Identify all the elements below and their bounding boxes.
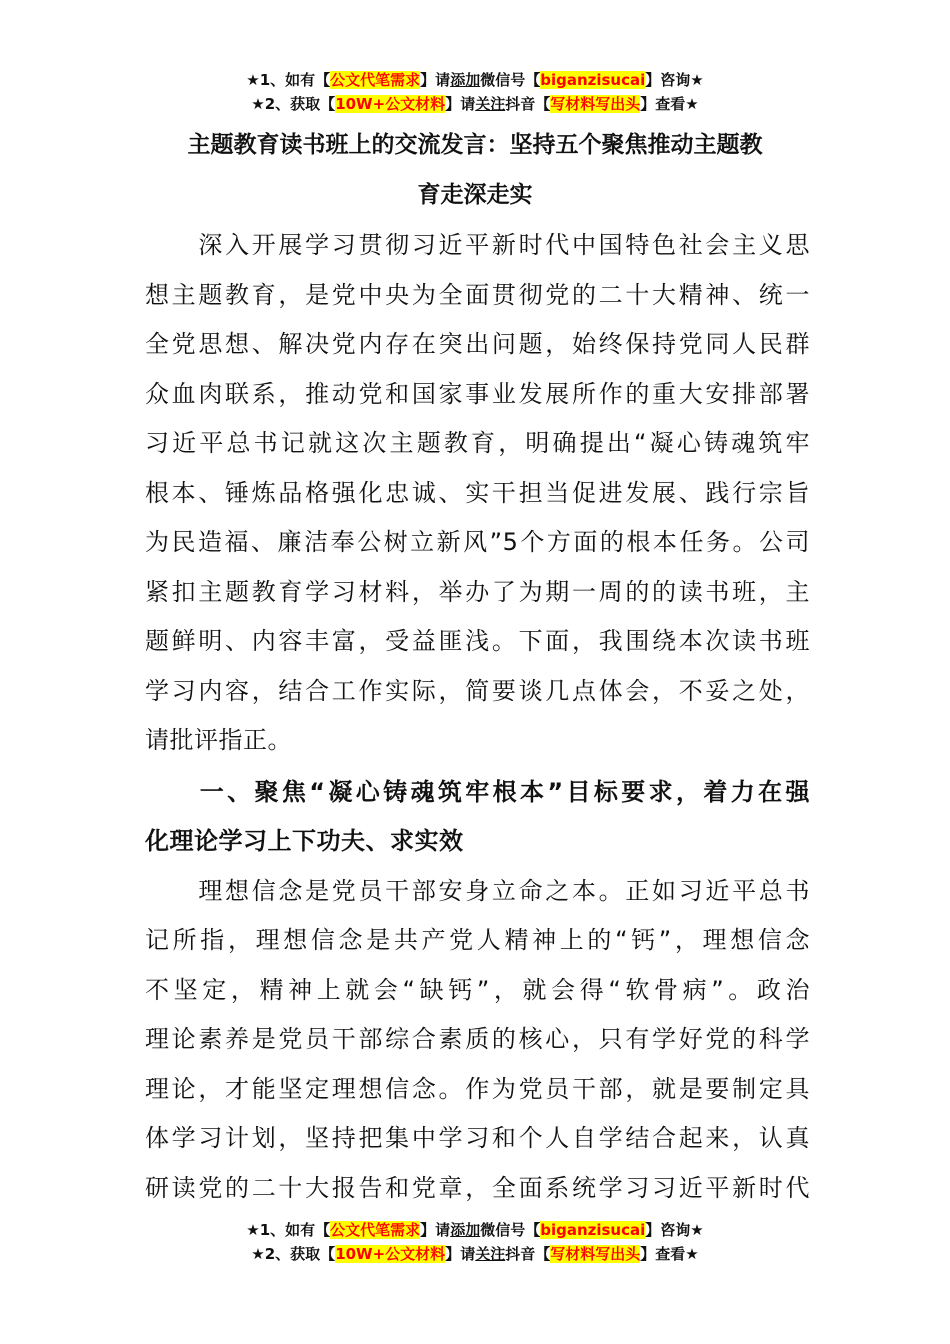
promo-text: 】请 bbox=[420, 71, 451, 89]
promo-line-1 bbox=[0, 68, 950, 92]
promo-highlight: 10W+公文材料 bbox=[335, 1245, 446, 1263]
body-line: 研读党的二十大报告和党章，全面系统学习习近平新时代 bbox=[145, 1174, 810, 1202]
body-line: 为民造福、廉洁奉公树立新风”5个方面的根本任务。公司 bbox=[145, 528, 810, 556]
promo-text: 微信号【 bbox=[480, 1221, 541, 1239]
promo-line-2 bbox=[0, 92, 950, 116]
promo-text: ★1、如有【 bbox=[246, 1221, 331, 1239]
promo-text: 】请 bbox=[445, 1245, 476, 1263]
promo-line-2-footer bbox=[0, 1242, 950, 1266]
promo-underlined: 关注 bbox=[475, 95, 506, 113]
promo-highlight: 10W+公文材料 bbox=[335, 95, 446, 113]
body-line: 全党思想、解决党内存在突出问题，始终保持党同人民群 bbox=[145, 330, 810, 358]
body-line: 请批评指正。 bbox=[145, 726, 292, 754]
body-line: 题鲜明、内容丰富，受益匪浅。下面，我围绕本次读书班 bbox=[145, 627, 810, 655]
section-heading-line: 一、聚焦“凝心铸魂筑牢根本”目标要求，着力在强 bbox=[145, 778, 810, 806]
promo-text: 】查看★ bbox=[640, 95, 699, 113]
body-line: 习近平总书记就这次主题教育，明确提出“凝心铸魂筑牢 bbox=[145, 429, 810, 457]
promo-underlined: 关注 bbox=[475, 1245, 506, 1263]
promo-text: 】咨询★ bbox=[645, 71, 704, 89]
promo-douyin-id: 写材料写出头 bbox=[550, 1245, 641, 1263]
promo-text: 】请 bbox=[445, 95, 476, 113]
promo-highlight: 公文代笔需求 bbox=[330, 1221, 421, 1239]
promo-text: ★2、获取【 bbox=[251, 1245, 336, 1263]
body-line: 众血肉联系，推动党和国家事业发展所作的重大安排部署 bbox=[145, 380, 810, 408]
body-line: 根本、锤炼品格强化忠诚、实干担当促进发展、践行宗旨 bbox=[145, 479, 810, 507]
body-line: 理想信念是党员干部安身立命之本。正如习近平总书 bbox=[145, 877, 810, 905]
promo-text: 抖音【 bbox=[505, 1245, 551, 1263]
section-heading-line: 化理论学习上下功夫、求实效 bbox=[145, 827, 464, 855]
promo-text: 】咨询★ bbox=[645, 1221, 704, 1239]
body-line: 想主题教育，是党中央为全面贯彻党的二十大精神、统一 bbox=[145, 281, 810, 309]
document-title-line-1: 主题教育读书班上的交流发言：坚持五个聚焦推动主题教 bbox=[187, 132, 763, 158]
promo-highlight: 公文代笔需求 bbox=[330, 71, 421, 89]
promo-douyin-id: 写材料写出头 bbox=[550, 95, 641, 113]
promo-wechat-id: biganzisucai bbox=[540, 71, 646, 89]
promo-wechat-id: biganzisucai bbox=[540, 1221, 646, 1239]
promo-underlined: 添加 bbox=[450, 71, 481, 89]
promo-text: ★1、如有【 bbox=[246, 71, 331, 89]
promo-text: 】请 bbox=[420, 1221, 451, 1239]
body-line: 不坚定，精神上就会“缺钙”，就会得“软骨病”。政治 bbox=[145, 976, 810, 1004]
body-line: 深入开展学习贯彻习近平新时代中国特色社会主义思 bbox=[145, 231, 810, 259]
body-line: 学习内容，结合工作实际，简要谈几点体会，不妥之处， bbox=[145, 677, 810, 705]
promo-text: 】查看★ bbox=[640, 1245, 699, 1263]
body-line: 紧扣主题教育学习材料，举办了为期一周的的读书班，主 bbox=[145, 578, 810, 606]
body-line: 体学习计划，坚持把集中学习和个人自学结合起来，认真 bbox=[145, 1124, 810, 1152]
promo-text: 微信号【 bbox=[480, 71, 541, 89]
promo-text: 抖音【 bbox=[505, 95, 551, 113]
body-line: 理论素养是党员干部综合素质的核心，只有学好党的科学 bbox=[145, 1025, 810, 1053]
promo-text: ★2、获取【 bbox=[251, 95, 336, 113]
body-line: 理论，才能坚定理想信念。作为党员干部，就是要制定具 bbox=[145, 1075, 810, 1103]
promo-underlined: 添加 bbox=[450, 1221, 481, 1239]
body-line: 记所指，理想信念是共产党人精神上的“钙”，理想信念 bbox=[145, 926, 810, 954]
promo-line-1-footer bbox=[0, 1218, 950, 1242]
document-title-line-2: 育走深走实 bbox=[417, 182, 533, 208]
